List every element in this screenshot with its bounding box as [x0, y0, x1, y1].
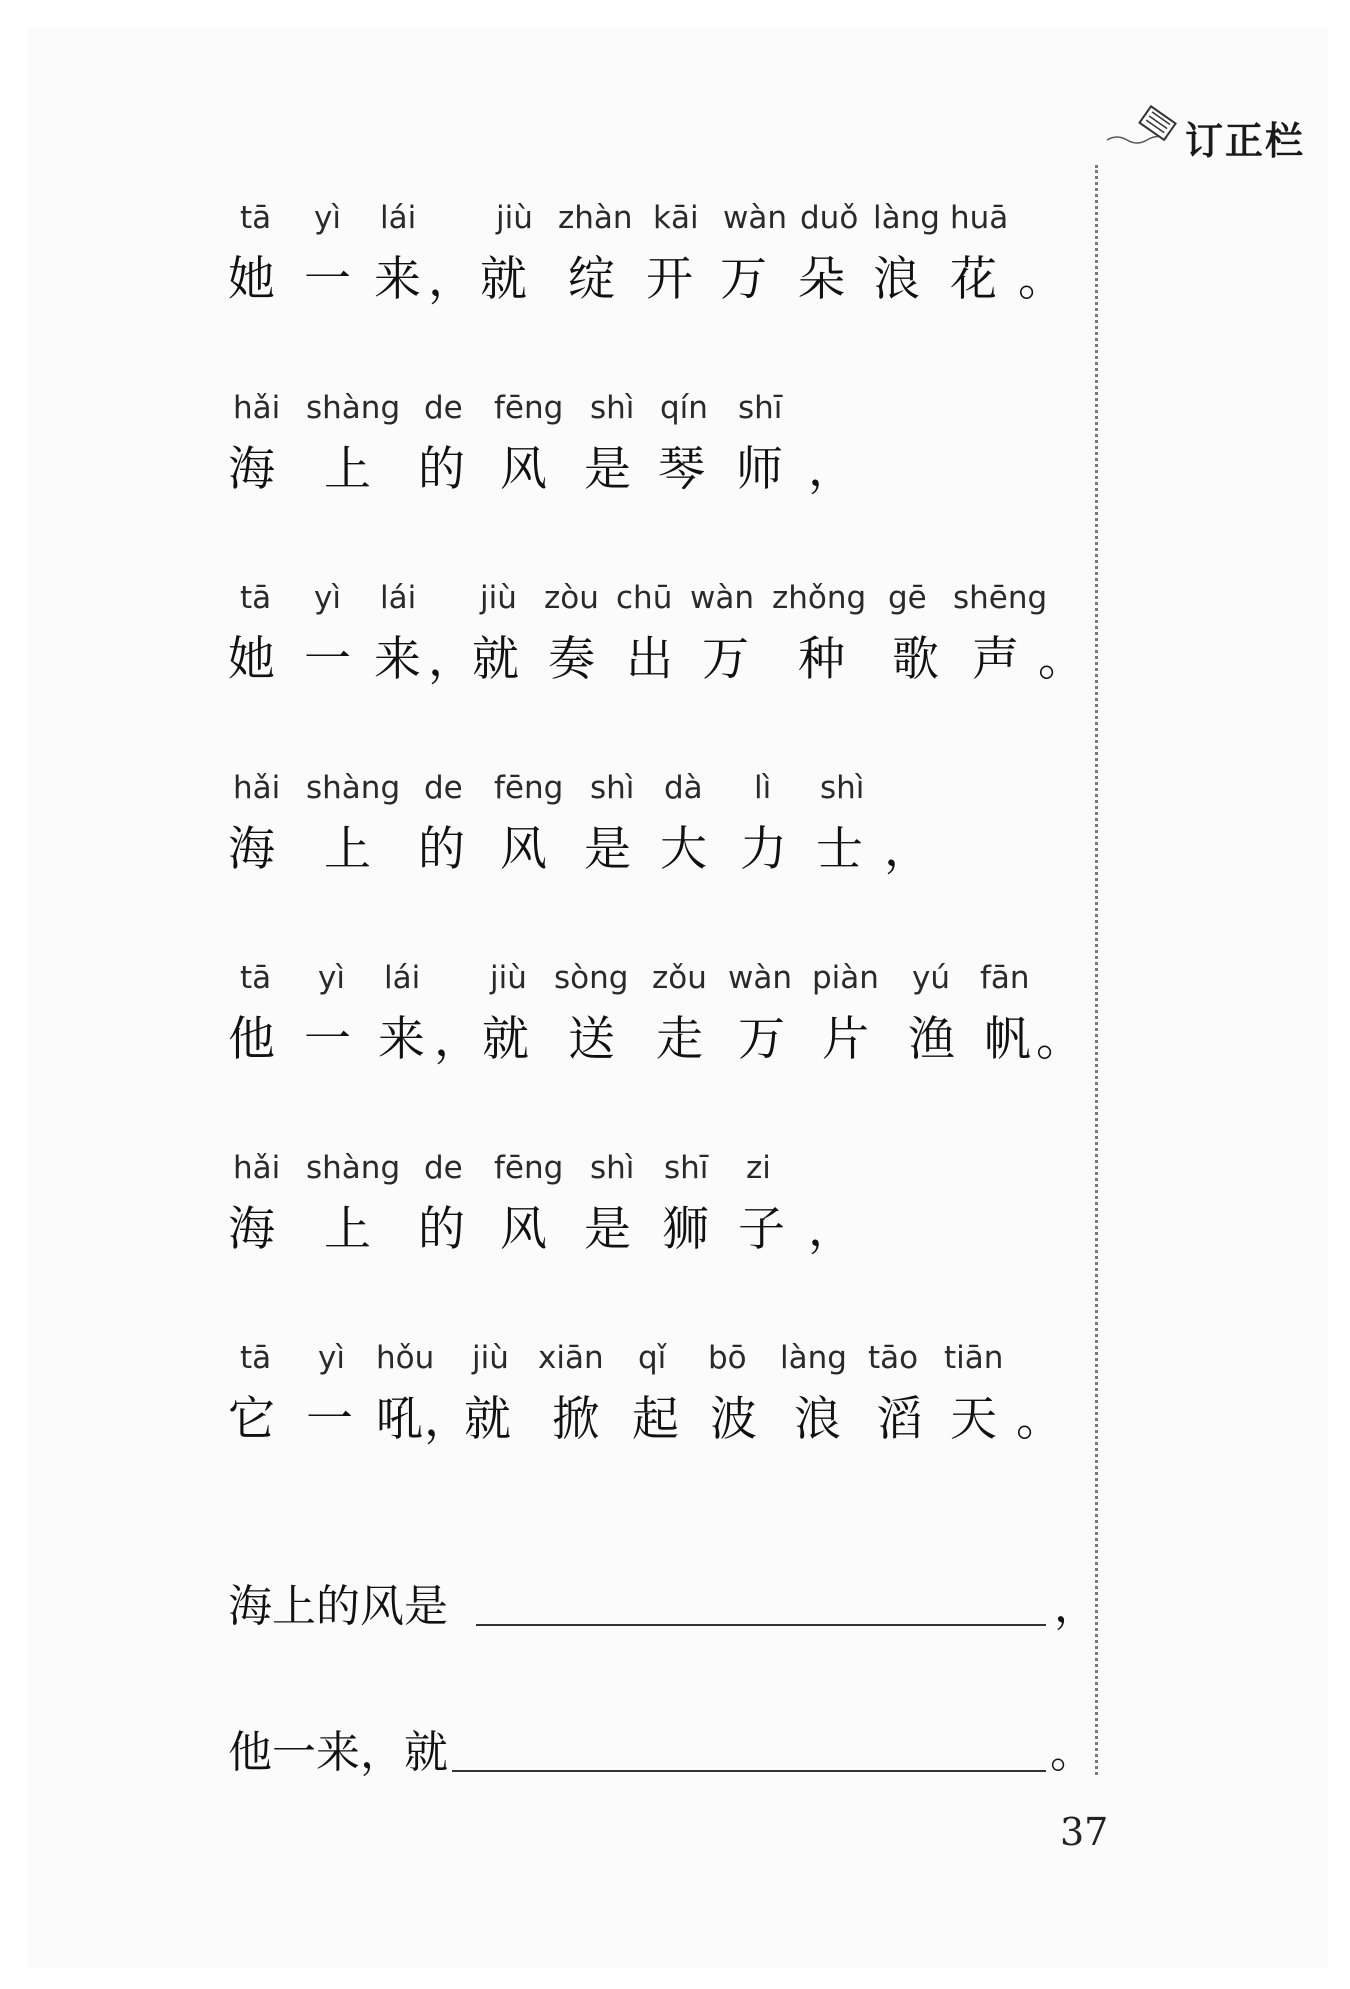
- hanzi-char: 她: [228, 252, 275, 307]
- hanzi-punct: 。: [1016, 1392, 1063, 1447]
- hanzi-char: 万: [738, 1012, 785, 1067]
- pinyin-row: [228, 770, 1078, 820]
- pinyin-syllable: piàn: [812, 960, 879, 996]
- pinyin-syllable: dà: [664, 770, 703, 806]
- poem-line-3: [228, 580, 1085, 770]
- pinyin-syllable: fān: [980, 960, 1030, 996]
- pinyin-syllable: hǒu: [376, 1340, 435, 1376]
- hanzi-char: 就: [472, 632, 519, 687]
- pinyin-syllable: hǎi: [233, 770, 281, 806]
- hanzi-row: [228, 250, 1078, 320]
- hanzi-char: 琴: [658, 442, 705, 497]
- hanzi-char: 朵: [798, 252, 845, 307]
- hanzi-char: 她: [228, 632, 275, 687]
- pinyin-row: [228, 580, 1078, 630]
- hanzi-punct: ，: [428, 252, 475, 307]
- pinyin-syllable: shàng: [306, 770, 401, 806]
- pinyin-poem: [228, 200, 1085, 1530]
- pinyin-syllable: de: [424, 390, 463, 426]
- hanzi-char: 万: [702, 632, 749, 687]
- hanzi-char: 上: [324, 1202, 371, 1257]
- hanzi-punct: 。: [1036, 1012, 1083, 1067]
- pinyin-syllable: jiù: [490, 960, 527, 996]
- pinyin-syllable: shī: [738, 390, 783, 426]
- hanzi-char: 来: [374, 252, 421, 307]
- hanzi-char: 歌: [892, 632, 939, 687]
- hanzi-punct: ，: [424, 1392, 471, 1447]
- pinyin-syllable: jiù: [480, 580, 517, 616]
- hanzi-char: 就: [464, 1392, 511, 1447]
- hanzi-char: 海: [228, 442, 275, 497]
- hanzi-char: 片: [822, 1012, 869, 1067]
- hanzi-row: [228, 820, 1078, 890]
- margin-dotted-divider: [1095, 165, 1098, 1775]
- pinyin-row: [228, 1340, 1078, 1390]
- hanzi-row: [228, 1390, 1078, 1460]
- hanzi-char: 上: [324, 822, 371, 877]
- hanzi-char: 就: [482, 1012, 529, 1067]
- exercise-punct-1: ，: [1054, 1581, 1098, 1632]
- hanzi-char: 风: [500, 442, 547, 497]
- exercise-prompt-1: 海上的风是: [228, 1581, 448, 1632]
- hanzi-char: 他: [228, 1012, 275, 1067]
- poem-line-1: [228, 200, 1078, 390]
- pinyin-syllable: hǎi: [233, 390, 281, 426]
- pinyin-row: [228, 200, 1078, 250]
- pinyin-syllable: yú: [912, 960, 950, 996]
- hanzi-char: 天: [950, 1392, 997, 1447]
- pinyin-syllable: tā: [240, 200, 272, 236]
- pinyin-syllable: wàn: [690, 580, 754, 616]
- pinyin-syllable: shì: [820, 770, 865, 806]
- pinyin-syllable: bō: [708, 1340, 747, 1376]
- pinyin-syllable: làng: [780, 1340, 847, 1376]
- pinyin-syllable: shàng: [306, 390, 401, 426]
- hanzi-punct: ，: [808, 442, 855, 497]
- hanzi-char: 力: [740, 822, 787, 877]
- hanzi-char: 走: [656, 1012, 703, 1067]
- pinyin-syllable: tā: [240, 1340, 272, 1376]
- pinyin-syllable: shàng: [306, 1150, 401, 1186]
- hanzi-row: [228, 630, 1085, 700]
- pinyin-syllable: shì: [590, 1150, 635, 1186]
- hanzi-char: 的: [418, 1202, 465, 1257]
- hanzi-char: 声: [972, 632, 1019, 687]
- pinyin-syllable: yì: [314, 200, 341, 236]
- hanzi-punct: 。: [1038, 632, 1085, 687]
- pinyin-syllable: xiān: [538, 1340, 604, 1376]
- hanzi-char: 花: [950, 252, 997, 307]
- hanzi-char: 是: [584, 442, 631, 497]
- hanzi-char: 风: [500, 1202, 547, 1257]
- page-number: 37: [1060, 1810, 1109, 1854]
- hanzi-punct: ，: [884, 822, 931, 877]
- pinyin-syllable: shī: [664, 1150, 709, 1186]
- hanzi-char: 的: [418, 822, 465, 877]
- hanzi-char: 渔: [908, 1012, 955, 1067]
- pinyin-syllable: tā: [240, 960, 272, 996]
- pinyin-syllable: kāi: [653, 200, 699, 236]
- hanzi-punct: ，: [434, 1012, 481, 1067]
- pinyin-syllable: de: [424, 1150, 463, 1186]
- hanzi-char: 绽: [568, 252, 615, 307]
- pinyin-syllable: lái: [380, 200, 417, 236]
- pinyin-syllable: zi: [746, 1150, 771, 1186]
- pinyin-syllable: yì: [318, 960, 345, 996]
- pencil-eraser-icon: [1105, 100, 1195, 160]
- pinyin-syllable: yì: [318, 1340, 345, 1376]
- pinyin-syllable: lái: [380, 580, 417, 616]
- pinyin-syllable: lì: [754, 770, 772, 806]
- hanzi-char: 一: [304, 1012, 351, 1067]
- hanzi-char: 子: [738, 1202, 785, 1257]
- hanzi-char: 海: [228, 822, 275, 877]
- pinyin-syllable: wàn: [723, 200, 787, 236]
- hanzi-char: 风: [500, 822, 547, 877]
- hanzi-char: 滔: [876, 1392, 923, 1447]
- poem-line-4: [228, 770, 1078, 960]
- pinyin-syllable: zhǒng: [772, 580, 867, 616]
- pinyin-syllable: tā: [240, 580, 272, 616]
- pinyin-syllable: zòu: [544, 580, 599, 616]
- hanzi-char: 出: [626, 632, 673, 687]
- hanzi-char: 浪: [794, 1392, 841, 1447]
- hanzi-punct: 。: [1018, 252, 1065, 307]
- hanzi-char: 来: [378, 1012, 425, 1067]
- pinyin-syllable: wàn: [728, 960, 792, 996]
- hanzi-char: 士: [816, 822, 863, 877]
- pinyin-syllable: fēng: [494, 390, 564, 426]
- hanzi-char: 就: [480, 252, 527, 307]
- pinyin-syllable: jiù: [472, 1340, 509, 1376]
- answer-blank-2[interactable]: [452, 1770, 1046, 1772]
- pinyin-syllable: huā: [950, 200, 1009, 236]
- hanzi-char: 一: [306, 1392, 353, 1447]
- hanzi-char: 浪: [873, 252, 920, 307]
- hanzi-char: 种: [798, 632, 845, 687]
- pinyin-syllable: lái: [384, 960, 421, 996]
- hanzi-char: 海: [228, 1202, 275, 1257]
- hanzi-char: 上: [324, 442, 371, 497]
- poem-line-5: [228, 960, 1083, 1150]
- pinyin-syllable: sòng: [554, 960, 629, 996]
- poem-line-6: [228, 1150, 1078, 1340]
- hanzi-char: 师: [736, 442, 783, 497]
- hanzi-char: 帆: [984, 1012, 1031, 1067]
- pinyin-syllable: zǒu: [652, 960, 707, 996]
- pinyin-syllable: jiù: [496, 200, 533, 236]
- hanzi-row: [228, 1010, 1083, 1080]
- hanzi-char: 一: [304, 632, 351, 687]
- hanzi-char: 万: [720, 252, 767, 307]
- hanzi-char: 大: [660, 822, 707, 877]
- pinyin-row: [228, 1150, 1078, 1200]
- hanzi-char: 是: [584, 1202, 631, 1257]
- pinyin-syllable: shēng: [953, 580, 1048, 616]
- exercise-prompt-2: 他一来，就: [228, 1727, 448, 1778]
- poem-line-7: [228, 1340, 1078, 1530]
- hanzi-char: 送: [568, 1012, 615, 1067]
- answer-blank-1[interactable]: [476, 1624, 1046, 1626]
- pinyin-syllable: shì: [590, 390, 635, 426]
- pinyin-syllable: tiān: [944, 1340, 1004, 1376]
- hanzi-char: 一: [304, 252, 351, 307]
- pinyin-syllable: tāo: [868, 1340, 919, 1376]
- pinyin-syllable: fēng: [494, 1150, 564, 1186]
- pinyin-syllable: zhàn: [558, 200, 633, 236]
- pinyin-syllable: shì: [590, 770, 635, 806]
- hanzi-char: 来: [374, 632, 421, 687]
- pinyin-syllable: yì: [314, 580, 341, 616]
- pinyin-row: [228, 390, 1078, 440]
- hanzi-char: 起: [632, 1392, 679, 1447]
- hanzi-char: 开: [646, 252, 693, 307]
- hanzi-char: 波: [710, 1392, 757, 1447]
- hanzi-punct: ，: [428, 632, 475, 687]
- correction-column-title: 订正栏: [1185, 119, 1306, 163]
- pinyin-syllable: qǐ: [638, 1340, 667, 1376]
- correction-column-header: [1105, 100, 1325, 170]
- pinyin-syllable: de: [424, 770, 463, 806]
- pinyin-syllable: làng: [873, 200, 940, 236]
- hanzi-row: [228, 1200, 1078, 1270]
- pinyin-syllable: hǎi: [233, 1150, 281, 1186]
- pinyin-syllable: chū: [616, 580, 673, 616]
- poem-line-2: [228, 390, 1078, 580]
- hanzi-char: 是: [584, 822, 631, 877]
- hanzi-char: 奏: [548, 632, 595, 687]
- hanzi-row: [228, 440, 1078, 510]
- pinyin-syllable: fēng: [494, 770, 564, 806]
- pinyin-syllable: duǒ: [800, 200, 859, 236]
- pinyin-syllable: qín: [660, 390, 708, 426]
- exercise-punct-2: 。: [1050, 1727, 1094, 1778]
- hanzi-char: 吼: [376, 1392, 423, 1447]
- hanzi-char: 掀: [552, 1392, 599, 1447]
- hanzi-punct: ，: [808, 1202, 855, 1257]
- pinyin-row: [228, 960, 1078, 1010]
- pinyin-syllable: gē: [888, 580, 927, 616]
- hanzi-char: 它: [228, 1392, 275, 1447]
- hanzi-char: 狮: [662, 1202, 709, 1257]
- hanzi-char: 的: [418, 442, 465, 497]
